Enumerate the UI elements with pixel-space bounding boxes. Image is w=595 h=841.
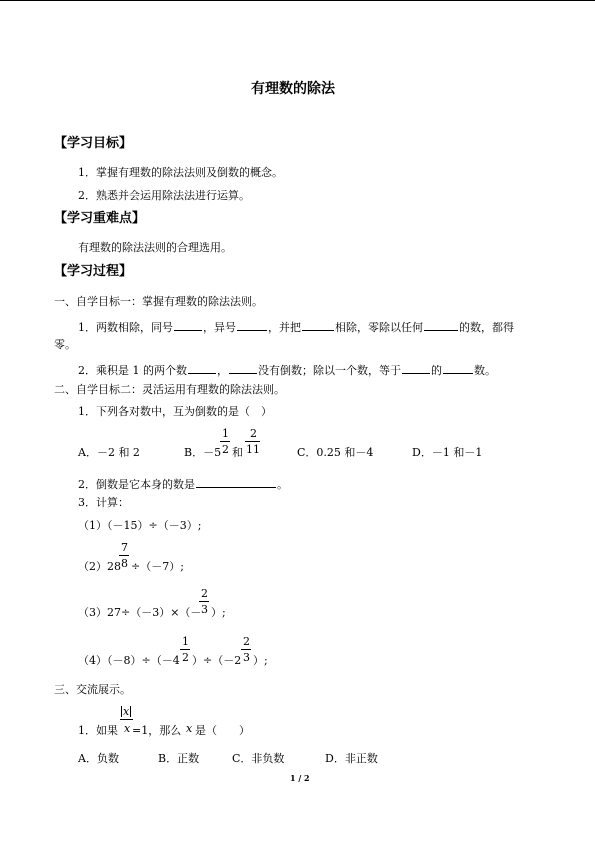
calc-1: （1）（－15）÷（－3）; <box>78 519 202 532</box>
variable-x: x <box>124 722 131 735</box>
fraction-bar <box>119 555 129 556</box>
calc-4-mid: ）÷（－2 <box>192 654 242 667</box>
answer-blank <box>188 362 216 374</box>
part3-option-d: D．非正数 <box>325 752 378 765</box>
calc-2-suffix: ÷（－7）; <box>131 560 184 573</box>
option-c: C．0.25 和－4 <box>297 446 374 459</box>
fraction-numerator: 1 <box>222 427 229 440</box>
answer-blank <box>302 319 334 331</box>
fraction-denominator: 2 <box>182 651 189 664</box>
answer-blank <box>402 362 430 374</box>
objective-item: 1．掌握有理数的除法法则及倒数的概念。 <box>78 166 283 179</box>
keypoint-text: 有理数的除法法则的合理选用。 <box>78 241 232 254</box>
fraction-denominator: 2 <box>222 443 229 456</box>
part1-question1-line2: 零。 <box>54 338 76 351</box>
section-heading-process: 【学习过程】 <box>54 264 133 279</box>
fraction-bar <box>245 441 260 442</box>
absolute-value-x: x <box>123 705 130 718</box>
fraction-bar <box>241 649 251 650</box>
answer-blank <box>237 319 267 331</box>
variable-x: x <box>186 722 193 735</box>
fraction-numerator: 7 <box>121 541 128 554</box>
fraction-numerator: 2 <box>201 587 208 600</box>
page-number: 1 / 2 <box>290 773 310 783</box>
part3-option-a: A．负数 <box>78 752 119 765</box>
answer-blank <box>424 319 458 331</box>
part2-question2: 2．倒数是它本身的数是 。 <box>78 478 288 491</box>
answer-blank <box>229 362 257 374</box>
fraction-denominator: 11 <box>246 443 260 456</box>
part3-option-b: B．正数 <box>158 752 200 765</box>
fraction-denominator: 8 <box>121 557 128 570</box>
calc-4-suffix: ）; <box>253 654 268 667</box>
fraction-bar <box>199 601 209 602</box>
part2-question1: 1．下列各对数中，互为倒数的是（ ） <box>78 405 272 418</box>
fraction-numerator: 1 <box>182 635 189 648</box>
calc-4-prefix: （4）（－8）÷（－4 <box>78 654 180 667</box>
calc-2-prefix: （2）28 <box>78 560 121 573</box>
part3-option-c: C．非负数 <box>232 752 285 765</box>
page-top-rule <box>0 0 595 1</box>
option-b-and: 和 <box>232 446 243 459</box>
fraction-numerator: 2 <box>243 635 250 648</box>
fraction-numerator: 2 <box>250 427 257 440</box>
section-heading-keypoints: 【学习重难点】 <box>54 211 146 226</box>
part2-heading: 二、自学目标二：灵活运用有理数的除法法则。 <box>54 383 285 396</box>
part2-question3: 3．计算： <box>78 496 129 509</box>
part1-question1-line1: 1．两数相除，同号 ，异号 ，并把 相除，零除以任何 的数，都得 <box>78 321 514 334</box>
calc-3-prefix: （3）27÷（－3）×（－ <box>78 606 202 619</box>
part3-question1-prefix: 1．如果 <box>78 724 118 737</box>
option-a: A．－2 和 2 <box>78 446 140 459</box>
fraction-bar <box>180 649 190 650</box>
option-b-prefix: B．－5 <box>184 446 222 459</box>
objective-item: 2．熟悉并会运用除法法进行运算。 <box>78 189 250 202</box>
part1-heading: 一、自学目标一：掌握有理数的除法法则。 <box>54 295 263 308</box>
answer-blank <box>196 476 276 488</box>
fraction-bar <box>220 441 230 442</box>
part3-question1-suffix: 是（ ） <box>195 724 250 737</box>
answer-blank <box>443 362 473 374</box>
calc-3-suffix: ）; <box>211 606 226 619</box>
section-heading-objectives: 【学习目标】 <box>54 136 133 151</box>
answer-blank <box>174 319 202 331</box>
part3-heading: 三、交流展示。 <box>54 683 131 696</box>
part1-question2: 2．乘积是 1 的两个数 ， 没有倒数；除以一个数，等于 的 数。 <box>78 364 496 377</box>
page-title: 有理数的除法 <box>251 81 335 97</box>
fraction-bar <box>120 719 133 720</box>
option-d: D．－1 和－1 <box>412 446 483 459</box>
fraction-denominator: 3 <box>201 603 208 616</box>
fraction-denominator: 3 <box>243 651 250 664</box>
part3-question1-mid: =1，那么 <box>132 724 182 737</box>
